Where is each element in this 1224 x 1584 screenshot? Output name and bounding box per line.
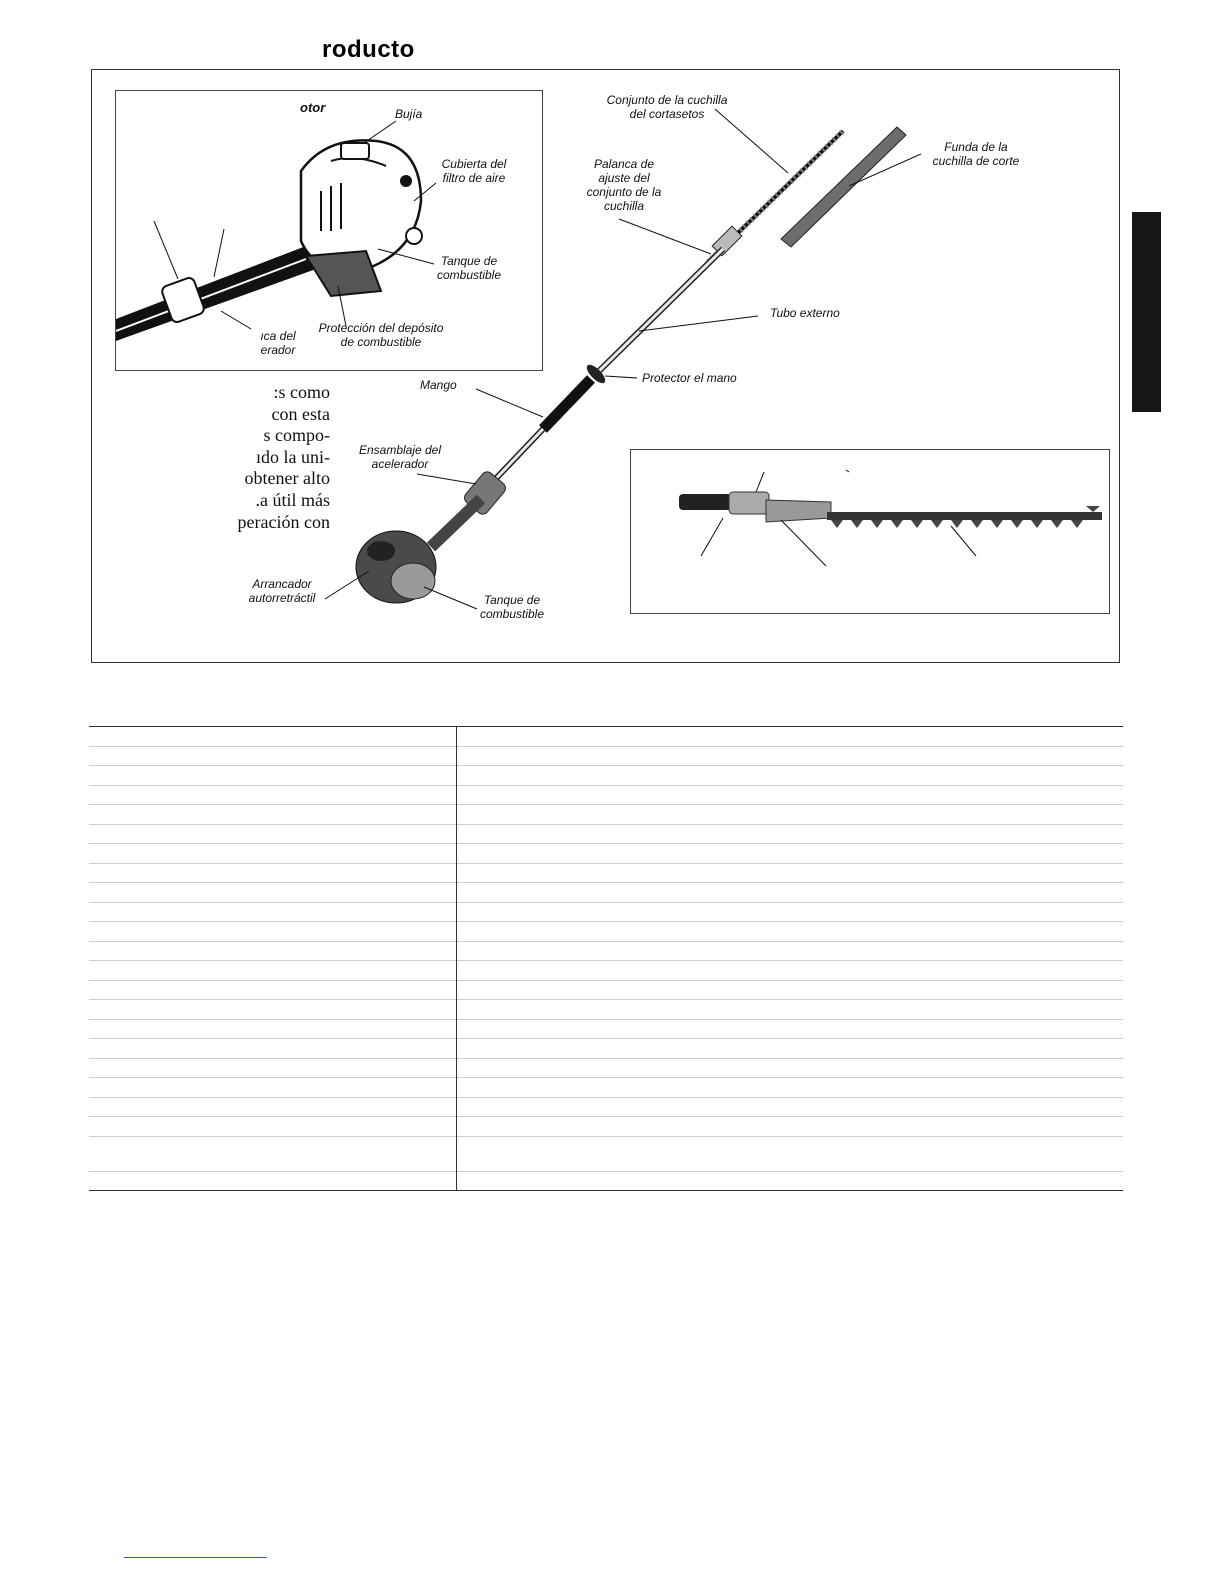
table-row xyxy=(89,1058,1123,1078)
grip-shape xyxy=(679,494,731,510)
label-adjust-line3: conjunto de la xyxy=(586,185,662,199)
label-blade-assembly-line1: Conjunto de la cuchilla xyxy=(606,93,728,107)
label-adjust-line4: cuchilla xyxy=(603,199,645,213)
table-row xyxy=(89,902,1123,922)
text-fragment: obtener alto xyxy=(244,468,330,489)
table-row xyxy=(89,727,1123,747)
label-blade-assembly-line2: del cortasetos xyxy=(629,107,705,121)
label-throttle-line1: Ensamblaje del xyxy=(358,443,442,457)
label-fuel-inset-line1: Tanque de xyxy=(440,254,498,268)
label-throttle-trigger xyxy=(250,329,306,357)
label-air-filter-cover xyxy=(430,157,518,185)
label-blade-assembly xyxy=(597,93,737,121)
engine-inset-title: otor xyxy=(300,100,326,115)
table-row xyxy=(89,1019,1123,1039)
text-fragment: ıdo la uni- xyxy=(256,446,330,467)
label-outer-tube: Tubo externo xyxy=(770,306,840,320)
table-row xyxy=(89,961,1123,981)
table-row xyxy=(89,805,1123,825)
handle-shape xyxy=(543,379,591,429)
page-title: roducto xyxy=(322,36,415,63)
label-recoil-line1: Arrancador xyxy=(252,577,312,591)
table-row xyxy=(89,883,1123,903)
blade-bar-shape xyxy=(827,512,1102,520)
table-row xyxy=(89,980,1123,1000)
label-throttle-assembly xyxy=(348,443,452,471)
table-row xyxy=(89,1117,1123,1137)
label-fuel-main-line1: Tanque de xyxy=(483,593,541,607)
footer-link-underline xyxy=(124,1557,267,1558)
label-fuel-main-line2: combustible xyxy=(479,607,545,621)
text-fragment: s compo- xyxy=(263,425,330,446)
label-fuel-tank-inset xyxy=(428,254,510,282)
table-row xyxy=(89,844,1123,864)
text-fragment: con esta xyxy=(271,403,330,424)
text-fragment: :s como xyxy=(273,382,330,402)
label-fuel-tank-main xyxy=(468,593,556,621)
label-recoil-starter xyxy=(238,577,326,605)
table-row xyxy=(89,863,1123,883)
section-side-tab xyxy=(1132,212,1161,412)
table-row xyxy=(89,766,1123,786)
table-row xyxy=(89,1078,1123,1098)
text-fragment: .a útil más xyxy=(255,489,330,510)
table-row xyxy=(89,824,1123,844)
label-handle: Mango xyxy=(420,378,457,392)
table-row xyxy=(89,941,1123,961)
label-fuel-inset-line2: combustible xyxy=(436,268,502,282)
label-trigger-line1: ıca del xyxy=(260,329,296,343)
label-fuel-guard-line1: Protección del depósito xyxy=(318,321,444,335)
label-adjust-line2: ajuste del xyxy=(598,171,650,185)
table-row xyxy=(89,1097,1123,1117)
label-hand-guard: Protector el mano xyxy=(642,371,737,385)
spec-table xyxy=(89,726,1123,1191)
table-row xyxy=(89,1039,1123,1059)
label-blade-sheath-line1: Funda de la xyxy=(944,140,1008,154)
label-adjust-line1: Palanca de xyxy=(593,157,655,171)
label-fuel-tank-guard xyxy=(310,321,452,349)
table-row xyxy=(89,1171,1123,1191)
joint-shape xyxy=(729,492,769,514)
label-fuel-guard-line2: de combustible xyxy=(340,335,422,349)
table-row xyxy=(89,1000,1123,1020)
blade-closeup-inset xyxy=(630,449,1110,614)
blade-closeup-illustration xyxy=(631,450,1109,613)
label-trigger-line2: erador xyxy=(260,343,296,357)
label-air-filter-line1: Cubierta del xyxy=(441,157,507,171)
label-spark-plug: Bujía xyxy=(395,107,423,121)
table-row xyxy=(89,785,1123,805)
label-blade-adjust-lever xyxy=(578,157,670,213)
gearbox-shape xyxy=(766,500,831,522)
table-row xyxy=(89,746,1123,766)
table-row xyxy=(89,1136,1123,1171)
label-blade-sheath-line2: cuchilla de corte xyxy=(932,154,1020,168)
blade-sheath-shape xyxy=(781,127,906,247)
label-blade-sheath xyxy=(922,140,1030,168)
label-throttle-line2: acelerador xyxy=(371,457,429,471)
table-row xyxy=(89,922,1123,942)
body-text-fragments xyxy=(220,382,330,533)
text-fragment: peración con xyxy=(237,511,330,532)
label-recoil-line2: autorretráctil xyxy=(248,591,316,605)
label-air-filter-line2: filtro de aire xyxy=(442,171,506,185)
